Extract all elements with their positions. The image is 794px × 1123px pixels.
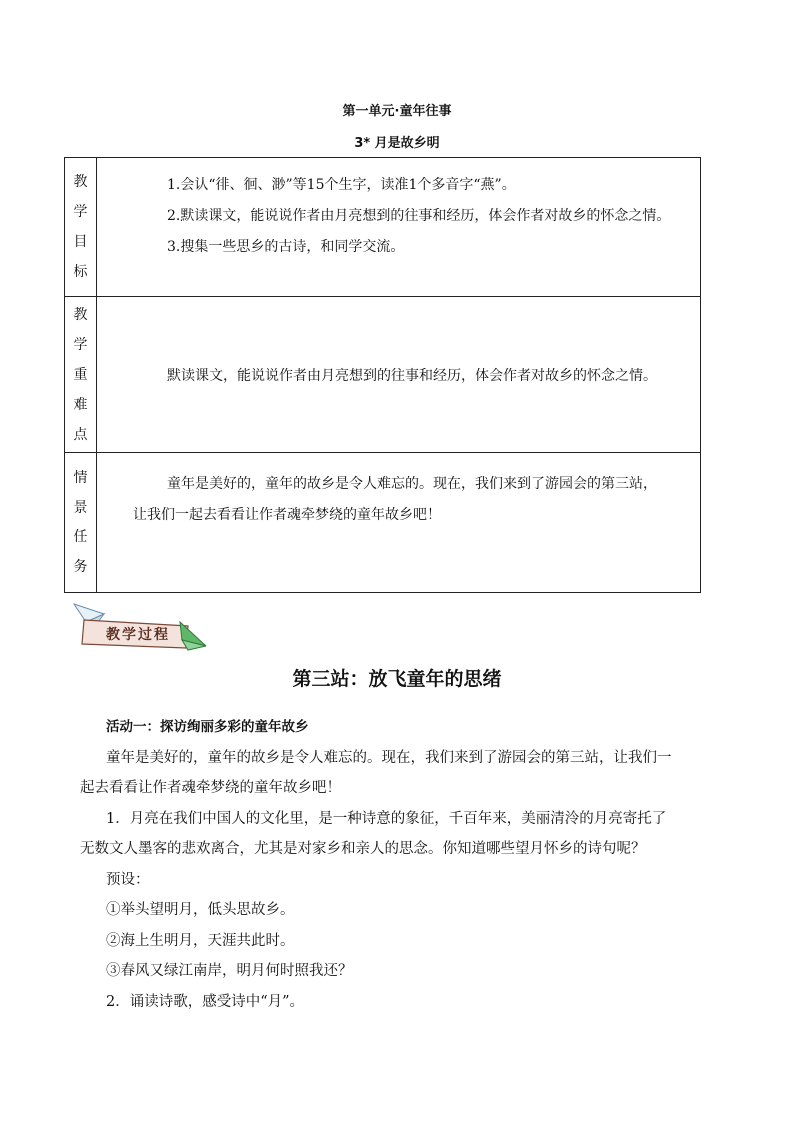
key-points-label-char: 点 [73, 426, 88, 443]
key-points-label-char: 重 [73, 366, 88, 383]
key-points-label-char: 学 [73, 336, 88, 353]
goals-label-char: 教 [73, 174, 88, 190]
situation-label-char: 务 [73, 558, 88, 575]
situation-content [97, 453, 701, 593]
paragraph-line: 童年是美好的，童年的故乡是令人难忘的。现在，我们来到了游园会的第三站，让我们一 [106, 749, 672, 766]
situation-label-cell [65, 453, 97, 593]
goals-label-cell [65, 158, 97, 297]
goals-label-char: 目 [73, 234, 88, 250]
goal-item: 2.默读课文，能说说作者由月亮想到的往事和经历，体会作者对故乡的怀念之情。 [167, 208, 671, 224]
teaching-process-badge [70, 600, 210, 658]
key-points-label-cell [65, 297, 97, 453]
situation-line: 童年是美好的，童年的故乡是令人难忘的。现在，我们来到了游园会的第三站， [167, 476, 657, 492]
question-line: 1．月亮在我们中国人的文化里，是一种诗意的象征，千百年来，美丽清泠的月亮寄托了 [106, 810, 667, 827]
key-points-content [97, 297, 701, 453]
question-line: 无数文人墨客的悲欢离合，尤其是对家乡和亲人的思念。你知道哪些望月怀乡的诗句呢？ [80, 841, 646, 857]
situation-label-char: 景 [73, 499, 88, 516]
preset-item: ②海上生明月，天涯共此时。 [106, 932, 295, 949]
goal-item: 3.搜集一些思乡的古诗，和同学交流。 [167, 239, 405, 255]
key-points-label-char: 难 [73, 396, 88, 413]
goals-label-char: 标 [73, 264, 88, 280]
lesson-body [80, 712, 726, 1017]
unit-title: 第一单元·童年往事 [342, 104, 452, 119]
situation-label-char: 任 [73, 529, 88, 546]
preset-item: ③春风又绿江南岸，明月何时照我还？ [106, 963, 353, 979]
lesson-title: 3* 月是故乡明 [354, 136, 440, 151]
preset-label: 预设： [106, 871, 150, 888]
goals-content [97, 158, 701, 297]
table-row-goals [65, 158, 701, 297]
key-points-text: 默读课文，能说说作者由月亮想到的往事和经历，体会作者对故乡的怀念之情。 [167, 367, 657, 384]
badge-text: 教学过程 [106, 627, 170, 643]
lesson-plan-table [64, 157, 701, 593]
table-row-situation [65, 453, 701, 593]
situation-line: 让我们一起去看看让作者魂牵梦绕的童年故乡吧！ [133, 507, 441, 523]
activity-title: 活动一：探访绚丽多彩的童年故乡 [106, 719, 309, 735]
paragraph-line: 起去看看让作者魂牵梦绕的童年故乡吧！ [80, 780, 341, 796]
situation-label-char: 情 [73, 470, 88, 487]
question-line: 2．诵读诗歌，感受诗中“月”。 [106, 993, 305, 1010]
key-points-label-char: 教 [73, 306, 88, 323]
goal-item: 1.会认“徘、徊、渺”等15个生字，读准1个多音字“燕”。 [167, 177, 516, 193]
section-title: 第三站：放飞童年的思绪 [292, 668, 502, 690]
preset-item: ①举头望明月，低头思故乡。 [106, 902, 295, 918]
table-row-key-points [65, 297, 701, 453]
goals-label-char: 学 [73, 204, 88, 220]
